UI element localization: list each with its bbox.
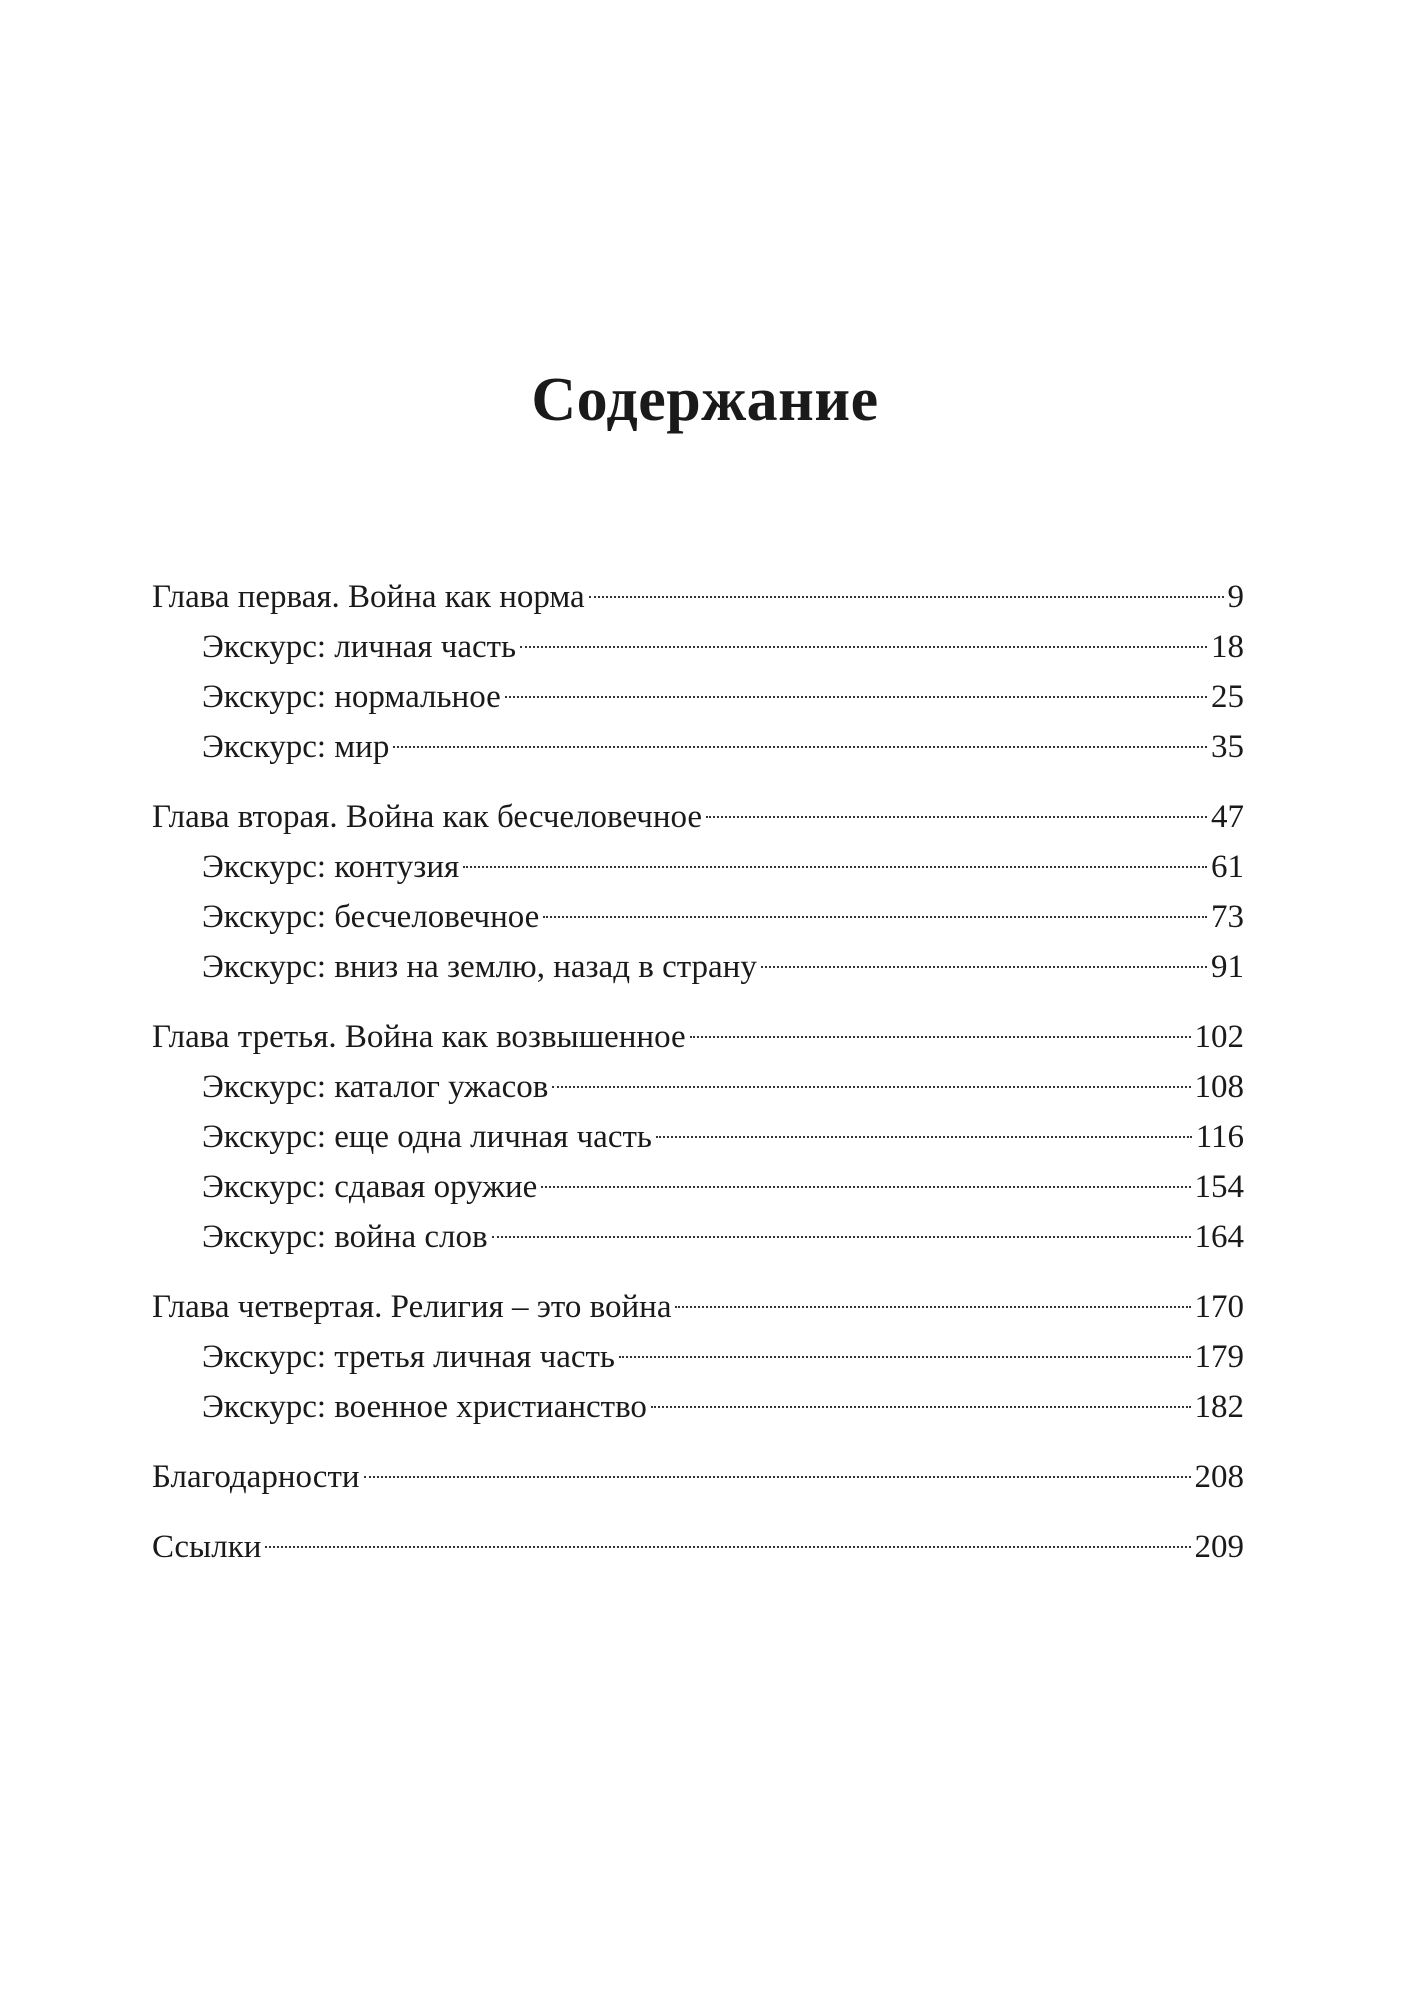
toc-entry-page: 91 (1211, 949, 1244, 985)
dot-leader (364, 1476, 1191, 1478)
dot-leader (543, 916, 1207, 918)
toc-section-entry[interactable] (152, 722, 1244, 772)
toc-entry-page: 18 (1211, 629, 1244, 665)
toc-entry-label: Экскурс: война слов (202, 1219, 488, 1255)
toc-entry-label: Экскурс: военное христианство (202, 1389, 647, 1425)
toc-entry-label: Благодарности (152, 1459, 360, 1495)
toc-entry-page: 102 (1194, 1019, 1244, 1055)
toc-entry-page: 116 (1195, 1119, 1244, 1155)
toc-entry-page: 25 (1211, 679, 1244, 715)
dot-leader (265, 1546, 1190, 1548)
toc-chapter-entry[interactable] (152, 1452, 1244, 1502)
toc-entry-label: Экскурс: контузия (202, 849, 460, 885)
toc-entry-label: Глава четвертая. Религия – это война (152, 1289, 672, 1325)
toc-group (152, 792, 1244, 992)
toc-section-entry[interactable] (152, 1212, 1244, 1262)
toc-entry-page: 47 (1211, 799, 1244, 835)
toc-entry-label: Экскурс: бесчеловечное (202, 899, 540, 935)
toc-entry-page: 209 (1194, 1529, 1244, 1565)
toc-entry-label: Глава вторая. Война как бесчеловечное (152, 799, 703, 835)
toc-entry-page: 73 (1211, 899, 1244, 935)
toc-entry-page: 35 (1211, 729, 1244, 765)
toc-group (152, 1282, 1244, 1432)
dot-leader (393, 746, 1207, 748)
dot-leader (619, 1356, 1191, 1358)
toc-entry-page: 154 (1194, 1169, 1244, 1205)
dot-leader (761, 966, 1207, 968)
toc-entry-label: Экскурс: вниз на землю, назад в страну (202, 949, 757, 985)
toc-group (152, 1522, 1244, 1572)
table-of-contents (152, 572, 1244, 1572)
toc-entry-page: 170 (1194, 1289, 1244, 1325)
toc-entry-label: Экскурс: мир (202, 729, 390, 765)
dot-leader (675, 1306, 1190, 1308)
toc-entry-page: 182 (1194, 1389, 1244, 1425)
toc-entry-label: Экскурс: еще одна личная часть (202, 1119, 652, 1155)
dot-leader (589, 596, 1224, 598)
toc-section-entry[interactable] (152, 842, 1244, 892)
toc-entry-label: Глава первая. Война как норма (152, 579, 585, 615)
toc-entry-page: 179 (1194, 1339, 1244, 1375)
toc-entry-label: Экскурс: личная часть (202, 629, 517, 665)
toc-entry-page: 108 (1194, 1069, 1244, 1105)
toc-section-entry[interactable] (152, 1112, 1244, 1162)
dot-leader (492, 1236, 1191, 1238)
toc-group (152, 572, 1244, 772)
toc-chapter-entry[interactable] (152, 1282, 1244, 1332)
dot-leader (651, 1406, 1191, 1408)
toc-entry-label: Ссылки (152, 1529, 262, 1565)
dot-leader (656, 1136, 1192, 1138)
toc-group (152, 1012, 1244, 1262)
dot-leader (552, 1086, 1190, 1088)
toc-entry-label: Экскурс: нормальное (202, 679, 501, 715)
toc-entry-label: Экскурс: сдавая оружие (202, 1169, 538, 1205)
toc-section-entry[interactable] (152, 942, 1244, 992)
toc-section-entry[interactable] (152, 1382, 1244, 1432)
toc-section-entry[interactable] (152, 1062, 1244, 1112)
toc-section-entry[interactable] (152, 1162, 1244, 1212)
toc-chapter-entry[interactable] (152, 792, 1244, 842)
toc-section-entry[interactable] (152, 892, 1244, 942)
toc-group (152, 1452, 1244, 1502)
toc-entry-page: 164 (1194, 1219, 1244, 1255)
toc-entry-label: Экскурс: каталог ужасов (202, 1069, 549, 1105)
dot-leader (541, 1186, 1190, 1188)
toc-chapter-entry[interactable] (152, 1522, 1244, 1572)
toc-section-entry[interactable] (152, 622, 1244, 672)
toc-entry-page: 61 (1211, 849, 1244, 885)
toc-section-entry[interactable] (152, 1332, 1244, 1382)
toc-entry-label: Экскурс: третья личная часть (202, 1339, 615, 1375)
dot-leader (520, 646, 1207, 648)
toc-entry-page: 208 (1194, 1459, 1244, 1495)
dot-leader (463, 866, 1207, 868)
toc-entry-page: 9 (1227, 579, 1244, 615)
toc-chapter-entry[interactable] (152, 572, 1244, 622)
page-title: Содержание (531, 365, 879, 434)
dot-leader (505, 696, 1207, 698)
toc-section-entry[interactable] (152, 672, 1244, 722)
dot-leader (690, 1036, 1191, 1038)
toc-entry-label: Глава третья. Война как возвышенное (152, 1019, 686, 1055)
dot-leader (706, 816, 1207, 818)
toc-chapter-entry[interactable] (152, 1012, 1244, 1062)
